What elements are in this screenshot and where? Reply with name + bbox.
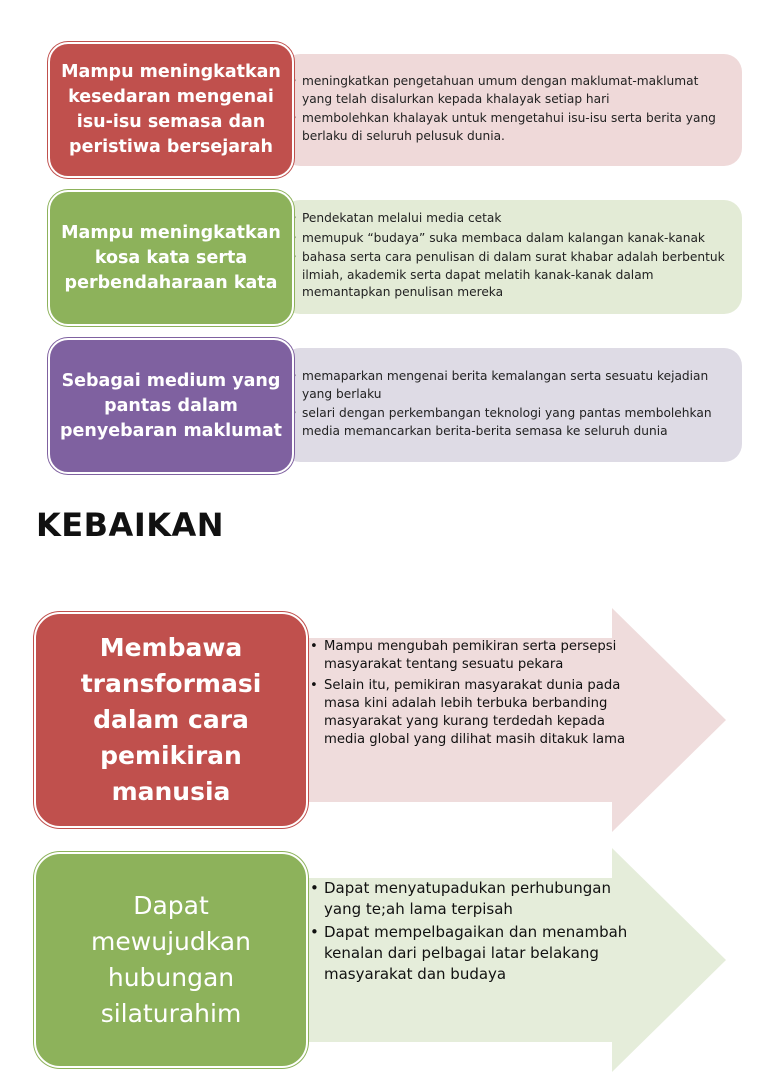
impact-1-bullets <box>290 73 728 147</box>
bullet: • selari dengan perkembangan teknologi yang pantas membolehkan media memancarkan berita-berita semasa ke seluruh dunia <box>290 405 728 440</box>
impact-1-details <box>282 54 742 166</box>
impact-3-details <box>282 348 742 462</box>
benefit-1-arrow <box>290 608 726 832</box>
section-heading: KEBAIKAN <box>36 506 225 544</box>
bullet: • Dapat mempelbagaikan dan menambah kenalan dari pelbagai latar belakang masyarakat dan budaya <box>310 922 650 985</box>
benefit-2-details <box>310 878 650 987</box>
benefit-1-title: Membawa transformasi dalam cara pemikiran manusia <box>34 612 308 828</box>
bullet: • Mampu mengubah pemikiran serta persepsi masyarakat tentang sesuatu pekara <box>310 638 640 675</box>
impact-3-bullets <box>290 368 728 442</box>
bullet: • Selain itu, pemikiran masyarakat dunia pada masa kini adalah lebih terbuka berbanding masyarakat yang kurang terdedah kepada media global yang dilihat masih ditakuk lama <box>310 677 640 750</box>
bullet: • membolehkan khalayak untuk mengetahui isu-isu serta berita yang berlaku di seluruh pelusuk dunia. <box>290 110 728 145</box>
impact-2-details <box>282 200 742 314</box>
impact-2-title: Mampu meningkatkan kosa kata serta perbendaharaan kata <box>48 190 294 326</box>
impact-1-title: Mampu meningkatkan kesedaran mengenai isu-isu semasa dan peristiwa bersejarah <box>48 42 294 178</box>
bullet: • bahasa serta cara penulisan di dalam surat khabar adalah berbentuk ilmiah, akademik serta dapat melatih kanak-kanak dalam memantapkan penulisan mereka <box>290 249 728 302</box>
bullet: • meningkatkan pengetahuan umum dengan maklumat-maklumat yang telah disalurkan kepada khalayak setiap hari <box>290 73 728 108</box>
benefit-1-details <box>310 638 640 752</box>
bullet: • Pendekatan melalui media cetak <box>290 210 728 228</box>
impact-2-bullets <box>290 210 728 304</box>
bullet: • Dapat menyatupadukan perhubungan yang te;ah lama terpisah <box>310 878 650 920</box>
bullet: • memaparkan mengenai berita kemalangan serta sesuatu kejadian yang berlaku <box>290 368 728 403</box>
benefit-2-bullets <box>310 878 650 985</box>
benefit-1-bullets <box>310 638 640 750</box>
bullet: • memupuk “budaya” suka membaca dalam kalangan kanak-kanak <box>290 230 728 248</box>
impact-3-title: Sebagai medium yang pantas dalam penyebaran maklumat <box>48 338 294 474</box>
benefit-2-arrow <box>290 848 726 1072</box>
benefit-2-title: Dapat mewujudkan hubungan silaturahim <box>34 852 308 1068</box>
